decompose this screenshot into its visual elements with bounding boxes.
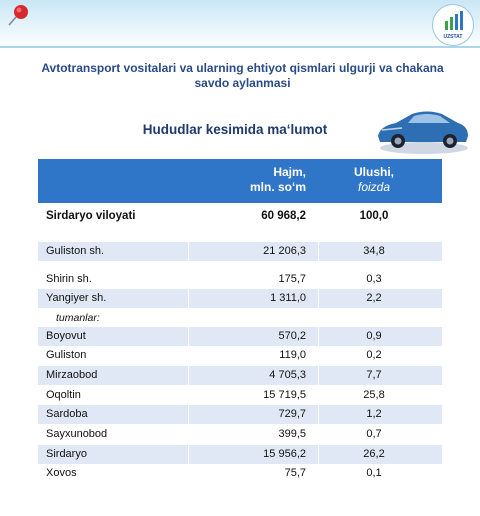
row-name: Oqoltin <box>46 389 81 401</box>
table-row <box>38 405 442 424</box>
table-row <box>38 346 442 365</box>
row-share <box>323 309 425 328</box>
row-share: 0,7 <box>366 428 382 440</box>
row-share: 1,2 <box>366 408 382 420</box>
table-row <box>38 386 442 405</box>
row-name: Shirin sh. <box>46 273 92 285</box>
row-volume: 4 705,3 <box>269 369 306 381</box>
row-name: Xovos <box>46 467 77 479</box>
row-volume <box>188 309 306 328</box>
row-name: Boyovut <box>46 330 86 342</box>
table-row <box>38 366 442 385</box>
row-name: Guliston sh. <box>46 245 105 257</box>
table-row <box>38 425 442 444</box>
row-name: Sirdaryo <box>46 448 87 460</box>
table-row <box>38 242 442 261</box>
row-share: 0,1 <box>366 467 382 479</box>
table-row <box>38 445 442 464</box>
row-volume: 75,7 <box>284 467 306 479</box>
row-name: Guliston <box>46 349 87 361</box>
table-header <box>38 159 442 203</box>
row-share: 26,2 <box>363 448 385 460</box>
top-banner <box>0 0 480 48</box>
page-title: Avtotransport vositalari va ularning ehtiyot qismlari ulgurji va chakana savdo aylanmasi <box>41 61 444 90</box>
table-row <box>38 289 442 308</box>
row-volume: 21 206,3 <box>263 245 306 257</box>
row-volume: 399,5 <box>278 428 306 440</box>
row-share: 0,9 <box>366 330 382 342</box>
column-separator <box>188 242 189 483</box>
row-name: Yangiyer sh. <box>46 292 107 304</box>
row-share: 100,0 <box>359 210 389 222</box>
row-volume: 119,0 <box>279 349 306 361</box>
table-row <box>38 309 442 328</box>
logo-label: UZSTAT <box>443 34 463 40</box>
table-row <box>38 327 442 346</box>
row-volume: 1 311,0 <box>270 292 306 304</box>
row-share: 34,8 <box>363 245 385 257</box>
column-header-share <box>323 165 425 195</box>
table-row <box>38 464 442 483</box>
row-name: tumanlar: <box>56 312 100 324</box>
top-divider <box>0 46 480 48</box>
row-name: Sardoba <box>46 408 88 420</box>
page-subtitle: Hududlar kesimida maʻlumot <box>142 122 328 137</box>
row-share: 0,3 <box>366 273 382 285</box>
row-name: Sirdaryo viloyati <box>46 210 136 222</box>
row-volume: 729,7 <box>278 408 306 420</box>
pushpin-icon <box>6 2 32 28</box>
row-share: 2,2 <box>366 292 382 304</box>
table-total-row <box>38 207 442 226</box>
uzstat-logo <box>432 4 474 46</box>
row-name: Sayxunobod <box>46 428 108 440</box>
row-volume: 15 956,2 <box>263 448 306 460</box>
column-header-volume: Hajm, mln. so‘m <box>249 165 306 194</box>
row-volume: 60 968,2 <box>261 210 306 222</box>
share-header-label: Ulushi, <box>353 165 394 179</box>
row-share: 25,8 <box>363 389 385 401</box>
row-volume: 175,7 <box>278 273 306 285</box>
row-share: 0,2 <box>366 349 382 361</box>
stat-bars-icon <box>433 5 473 35</box>
row-share: 7,7 <box>366 369 382 381</box>
column-separator <box>318 242 319 483</box>
row-volume: 570,2 <box>278 330 306 342</box>
share-header-unit: foizda <box>357 180 391 194</box>
row-volume: 15 719,5 <box>263 389 306 401</box>
table-row <box>38 270 442 289</box>
car-icon <box>372 96 472 158</box>
row-name: Mirzaobod <box>46 369 98 381</box>
